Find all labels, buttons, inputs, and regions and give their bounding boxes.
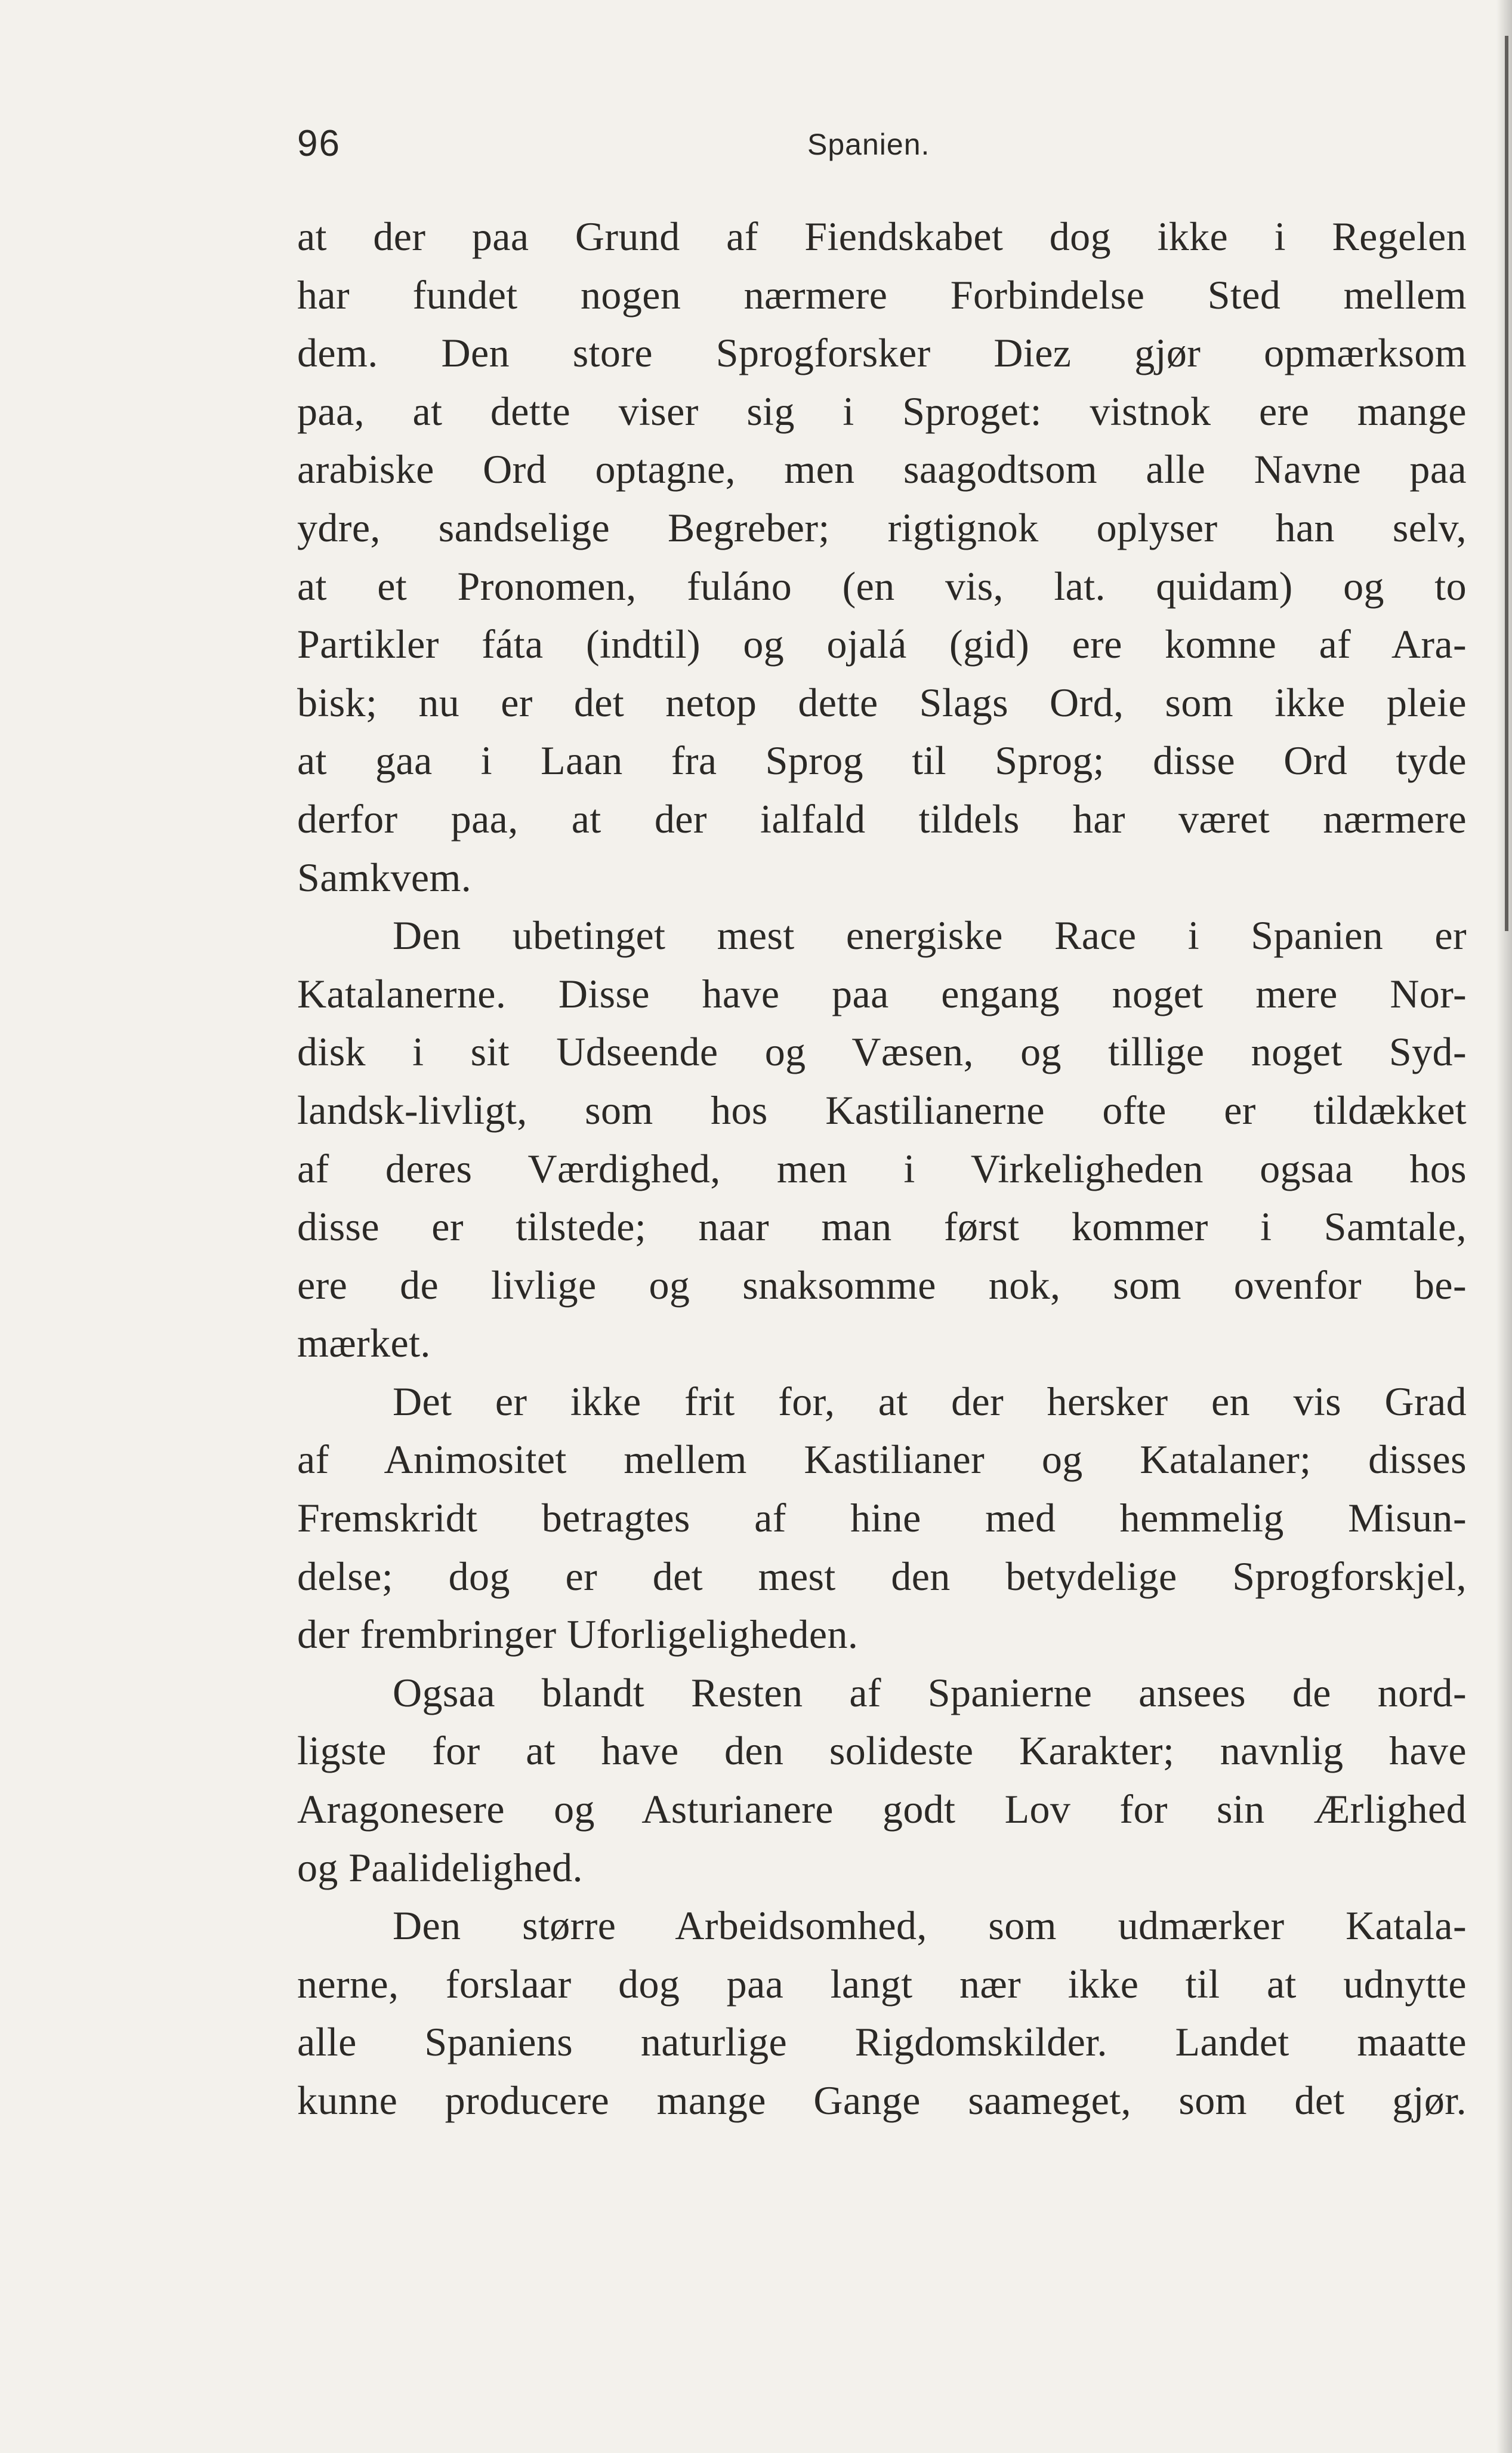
text-line: at et Pronomen, fuláno (en vis, lat. quidam) og to [297, 563, 1467, 609]
text-line: disse er tilstede; naar man først kommer i Samtale, [297, 1204, 1467, 1250]
text-line: at gaa i Laan fra Sprog til Sprog; disse Ord tyde [297, 738, 1467, 784]
text-line: har fundet nogen nærmere Forbindelse Sted mellem [297, 272, 1467, 318]
text-line: derfor paa, at der ialfald tildels har været nærmere [297, 796, 1467, 842]
text-line: af Animositet mellem Kastilianer og Katalaner; disses [297, 1437, 1467, 1483]
text-line: delse; dog er det mest den betydelige Sprogforskjel, [297, 1553, 1467, 1599]
text-line: af deres Værdighed, men i Virkeligheden ogsaa hos [297, 1145, 1467, 1191]
page-header [297, 116, 1467, 170]
page-edge-line [1505, 36, 1508, 931]
text-line: Den ubetinget mest energiske Race i Spanien er [393, 913, 1467, 959]
text-line: nerne, forslaar dog paa langt nær ikke til at udnytte [297, 1961, 1467, 2007]
text-line: Partikler fáta (indtil) og ojalá (gid) ere komne af Ara- [297, 621, 1467, 667]
text-line: mærket. [297, 1320, 431, 1366]
text-line: bisk; nu er det netop dette Slags Ord, som ikke pleie [297, 679, 1467, 725]
text-line: Den større Arbeidsomhed, som udmærker Katala- [393, 1903, 1467, 1949]
text-line: Ogsaa blandt Resten af Spanierne ansees de nord- [393, 1669, 1467, 1715]
text-line: alle Spaniens naturlige Rigdomskilder. Landet maatte [297, 2019, 1467, 2065]
text-line: kunne producere mange Gange saameget, som det gjør. [297, 2078, 1467, 2123]
text-line: ere de livlige og snaksomme nok, som ovenfor be- [297, 1262, 1467, 1308]
text-line: Aragonesere og Asturianere godt Lov for sin Ærlighed [297, 1786, 1467, 1832]
text-line: der frembringer Uforligeligheden. [297, 1611, 859, 1657]
text-line: disk i sit Udseende og Væsen, og tillige noget Syd- [297, 1029, 1467, 1075]
text-line: ligste for at have den solideste Karakter; navnlig have [297, 1728, 1467, 1774]
text-line: Fremskridt betragtes af hine med hemmelig Misun- [297, 1495, 1467, 1541]
text-line: paa, at dette viser sig i Sproget: vistnok ere mange [297, 388, 1467, 434]
text-line: Katalanerne. Disse have paa engang noget mere Nor- [297, 970, 1467, 1016]
text-line: dem. Den store Sprogforsker Diez gjør opmærksom [297, 330, 1467, 376]
text-line: Det er ikke frit for, at der hersker en vis Grad [393, 1378, 1467, 1424]
body-text [297, 208, 1467, 2130]
text-line: og Paalidelighed. [297, 1844, 583, 1890]
running-title: Spanien. [807, 128, 930, 161]
text-line: Samkvem. [297, 854, 472, 900]
text-line: at der paa Grund af Fiendskabet dog ikke i Regelen [297, 214, 1467, 259]
text-line: landsk-livligt, som hos Kastilianerne ofte er tildækket [297, 1087, 1467, 1133]
page-number: 96 [297, 123, 341, 164]
text-line: ydre, sandselige Begreber; rigtignok oplyser han selv, [297, 504, 1467, 550]
text-line: arabiske Ord optagne, men saagodtsom alle Navne paa [297, 446, 1467, 492]
page-edge-shadow [1496, 0, 1512, 2453]
